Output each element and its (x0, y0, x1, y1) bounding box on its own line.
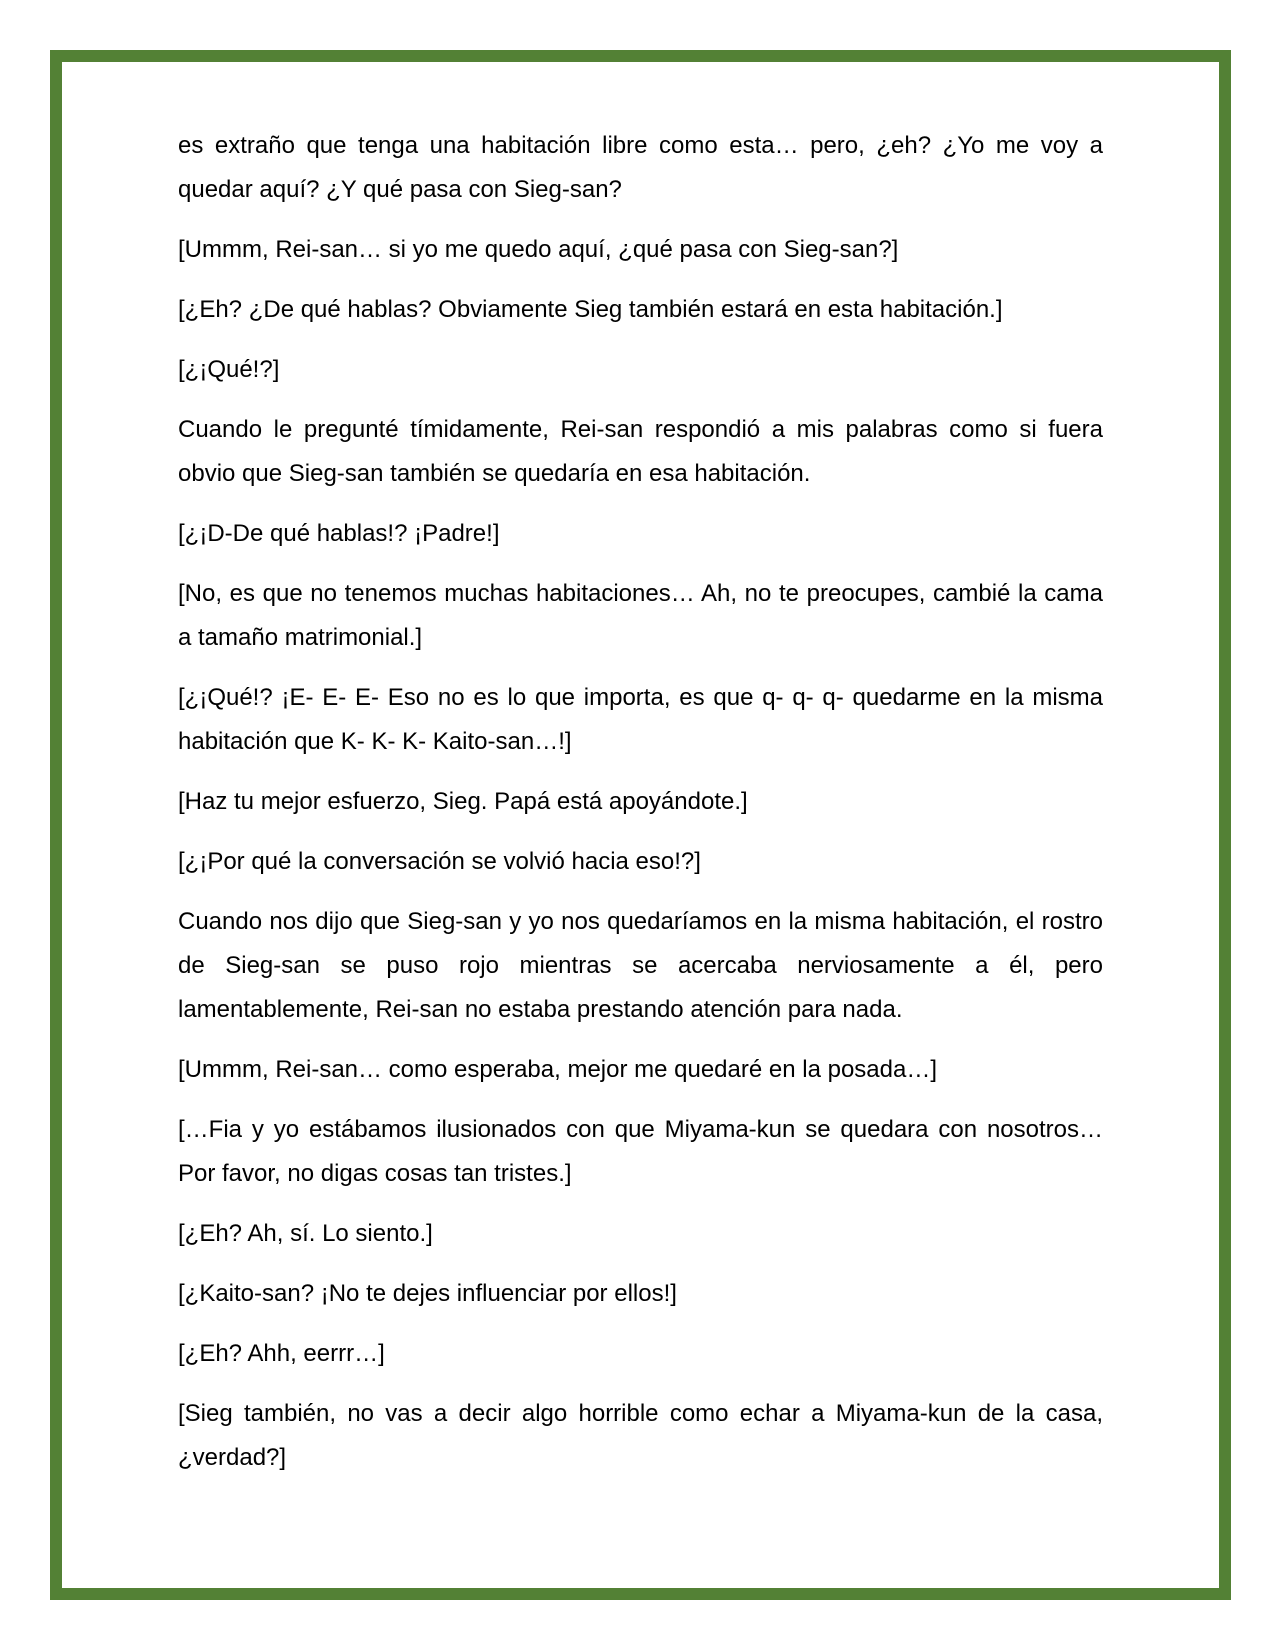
paragraph: [Ummm, Rei-san… como esperaba, mejor me quedaré en la posada…] (178, 1056, 937, 1083)
paragraph: [¿¡Qué!? ¡E- E- E- Eso no es lo que importa, es que q- q- q- quedarme en la misma habitación que K- K- K- Kaito-san…!] (178, 684, 1103, 755)
paragraph: [¿Kaito-san? ¡No te dejes influenciar por ellos!] (178, 1280, 677, 1307)
paragraph: [¿¡D-De qué hablas!? ¡Padre!] (178, 520, 500, 547)
paragraph: [¿Eh? Ah, sí. Lo siento.] (178, 1220, 433, 1247)
document-body (178, 124, 1103, 1496)
paragraph: [Haz tu mejor esfuerzo, Sieg. Papá está apoyándote.] (178, 788, 748, 815)
paragraph: [Ummm, Rei-san… si yo me quedo aquí, ¿qué pasa con Sieg-san?] (178, 236, 899, 263)
paragraph: es extraño que tenga una habitación libre como esta… pero, ¿eh? ¿Yo me voy a quedar aquí? ¿Y qué pasa con Sieg-san? (178, 132, 1103, 203)
paragraph: [¿¡Qué!?] (178, 356, 280, 383)
paragraph: [¿¡Por qué la conversación se volvió hacia eso!?] (178, 848, 701, 875)
paragraph: [¿Eh? Ahh, eerrr…] (178, 1340, 385, 1367)
paragraph: Cuando le pregunté tímidamente, Rei-san respondió a mis palabras como si fuera obvio que Sieg-san también se quedaría en esa habitación. (178, 416, 1103, 487)
paragraph: [¿Eh? ¿De qué hablas? Obviamente Sieg también estará en esta habitación.] (178, 296, 1003, 323)
paragraph: Cuando nos dijo que Sieg-san y yo nos quedaríamos en la misma habitación, el rostro de Sieg-san se puso rojo mientras se acercaba nerviosamente a él, pero lamentablemente, Rei-san no estaba prestando atención para nada. (178, 908, 1103, 1023)
paragraph: [No, es que no tenemos muchas habitaciones… Ah, no te preocupes, cambié la cama a tamaño matrimonial.] (178, 580, 1103, 651)
paragraph: […Fia y yo estábamos ilusionados con que Miyama-kun se quedara con nosotros… Por favor, no digas cosas tan tristes.] (178, 1116, 1103, 1187)
paragraph: [Sieg también, no vas a decir algo horrible como echar a Miyama-kun de la casa, ¿verdad?] (178, 1400, 1103, 1471)
